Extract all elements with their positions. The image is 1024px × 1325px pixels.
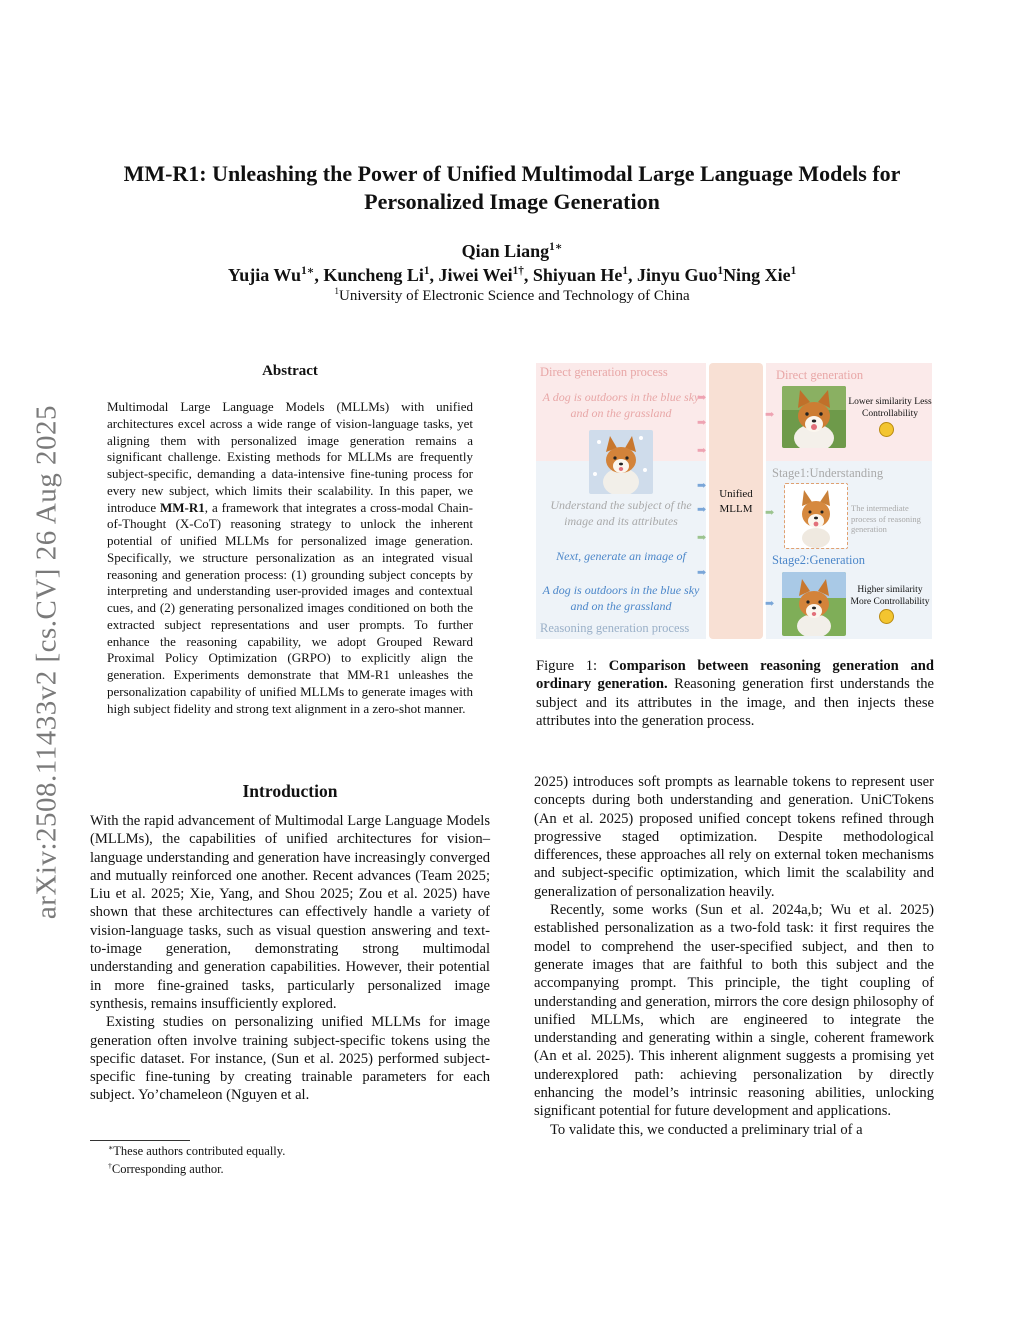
arrow-right-icon: ➡ [697, 504, 707, 516]
author-mark: 1 [622, 265, 628, 277]
reasoning-process-label: Reasoning generation process [540, 621, 690, 635]
intro-paragraph-1: With the rapid advancement of Multimodal Large Language Models (MLLMs), the capabilities of unified architectures for vision–language understanding and generation have increasingly converged and mutually reinforced one another. Recent advances (Team 2025; Liu et al. 2025; Xie, Yang, and Shou 2025; Zou et al. 2025) have shown that these architectures can effectively handle a variety of vision-language tasks, such as visual question answering and text-to-image generation, demonstrating strong multimodal understanding and generation capabilities. However, their potential in more fine-grained tasks, particularly personalized image synthesis, remains insufficiently explored. [90, 813, 490, 1012]
stage2-output-image [782, 572, 846, 636]
author-name: Jiwei Wei [438, 265, 513, 285]
abstract-text: Multimodal Large Language Models (MLLMs) with unified architectures excel across a wide range of vision-language tasks, yet aligning them with personalized image generation remains a significant challenge. Existing methods for MLLMs are frequently subject-specific, demanding a data-intensive fine-tuning process for every new subject, which limits their scalability. In this paper, we introduce MM-R1, a framework that integrates a cross-modal Chain-of-Thought (X-CoT) reasoning strategy to unlock the inherent potential of unified MLLMs for personalized image generation. Specifically, we structure personalization as an integrated visual reasoning and generation process: (1) grounding subject concepts by interpreting and understanding user-provided images and contextual cues, and (2) generating personalized images conditioned on both the extracted subject representations and user prompts. To further enhance the reasoning capability, we adopt Grouped Reward Proximal Policy Optimization (GRPO) to explicitly align the generation. Experiments demonstrate that MM-R1 unleashes the personalization capability of unified MLLMs to generate images with high subject fidelity and strong text alignment in a zero-shot manner. [107, 399, 473, 716]
author-mark: 1 [717, 265, 724, 277]
stage2-label: Stage2:Generation [772, 553, 866, 567]
author-mark: 1 [423, 265, 430, 277]
arrow-right-icon: ➡ [765, 507, 775, 519]
footnote-2: †Corresponding author. [108, 1161, 224, 1177]
footnote-1: ∗These authors contributed equally. [108, 1143, 286, 1159]
arrow-right-icon: ➡ [697, 392, 707, 404]
arrow-right-icon: ➡ [697, 480, 707, 492]
direct-note: Lower similarity Less Controllability [848, 397, 932, 419]
arrow-right-icon: ➡ [697, 417, 707, 429]
direct-process-label: Direct generation process [540, 365, 668, 379]
intro-paragraph-4: Recently, some works (Sun et al. 2024a,b; Wu et al. 2025) established personalization as a two-fold task: it first requires the model to comprehend the user-specified subject, and then to generate images that are faithful to both this subject and the accompanying prompt. This principle, the tight coupling of understanding and generation, mirrors the core design philosophy of unified MLLMs, which are engineered to integrate the understanding and generating within a single, coherent framework (An et al. 2025). This inherent alignment suggests a promising yet underexplored path: achieving personalization by directly enhancing the model’s intrinsic reasoning abilities, unlocking significant potential for future development and applications. [534, 902, 934, 1120]
introduction-heading: Introduction [242, 781, 338, 801]
understand-prompt: Understand the subject of the image and its attributes [550, 498, 692, 528]
intro-paragraph-5: To validate this, we conducted a preliminary trial of a [550, 1121, 863, 1138]
author-line-2: Yujia $Wu^{1∗}$, Kuncheng Li$^1$, Jiwei Wei$^{1\dagger}$, Shiyuan He$^1$, Jinyu Guo$^1$Ning Xie$^1$ [227, 265, 797, 285]
sad-face-icon [879, 422, 894, 437]
intro-paragraph-2: Existing studies on personalizing unified MLLMs for image generation often involve training subject-specific tokens using the specific dataset. For instance, (Sun et al. 2025) performed subject-specific fine-tuning by creating trainable parameters for each subject. Yo’chameleon (Nguyen et al. [90, 1014, 490, 1104]
intro-right-column [534, 773, 934, 1139]
input-dog-image [589, 430, 653, 494]
model-label: Unified MLLM [719, 488, 753, 515]
footnote-rule [90, 1140, 190, 1141]
author-mark: 1∗ [549, 241, 563, 253]
author-name: Kuncheng Li [323, 265, 424, 285]
affiliation: $^1$University of Electronic Science and Technology of China [334, 287, 690, 304]
direct-output-image [782, 386, 846, 448]
intro-paragraph-3: 2025) introduces soft prompts as learnable tokens to represent user concepts during both understanding and generation. UniCTokens (An et al. 2025) proposed unified concept tokens refined through progressive staged optimization. Despite methodological differences, these approaches all rely on external token mechanisms and subject-specific optimization, which limit the scalability and generalization of personalization heavily. [534, 774, 934, 900]
direct-generation-label: Direct generation [776, 368, 864, 382]
direct-prompt: A dog is outdoors in the blue sky and on the grassland [542, 390, 700, 420]
stage1-intermediate-image [784, 483, 848, 549]
figure-1 [536, 363, 932, 639]
author-name: Qian Liang [461, 241, 550, 261]
author-name: Yujia Wu [227, 265, 302, 285]
happy-face-icon [879, 609, 894, 624]
author-mark: 1∗ [301, 265, 315, 277]
figure-1-caption: Figure 1: Comparison between reasoning generation and ordinary generation. Reasoning generation first understands the subject and its attributes in the image, and then injects these attributes into the generation process. [536, 658, 934, 729]
arxiv-side-stamp: arXiv:2508.11433v2 [cs.CV] 26 Aug 2025 [30, 404, 63, 920]
stage1-note: The intermediate process of reasoning generation [851, 503, 921, 534]
author-mark: 1 [790, 265, 797, 277]
abstract-heading: Abstract [262, 363, 318, 379]
intro-left-column [90, 812, 490, 1105]
next-prompt: Next, generate an image of [556, 549, 686, 563]
paper-title [0, 160, 1024, 216]
title-line-2: Personalized Image Generation [364, 189, 660, 214]
author-mark: 1† [512, 265, 524, 277]
arrow-right-icon: ➡ [697, 532, 707, 544]
author-name: Shiyuan He [532, 265, 623, 285]
stage2-note: Higher similarity More Controllability [850, 585, 930, 607]
author-name: Jinyu Guo [636, 265, 718, 285]
stage1-label: Stage1:Understanding [772, 466, 884, 480]
author-name: Ning Xie [723, 265, 791, 285]
arrow-right-icon: ➡ [765, 598, 775, 610]
arrow-right-icon: ➡ [765, 409, 775, 421]
arrow-right-icon: ➡ [697, 567, 707, 579]
arrow-right-icon: ➡ [697, 445, 707, 457]
title-line-1: MM-R1: Unleashing the Power of Unified Multimodal Large Language Models for [123, 161, 901, 186]
reason-prompt: A dog is outdoors in the blue sky and on the grassland [542, 583, 700, 613]
